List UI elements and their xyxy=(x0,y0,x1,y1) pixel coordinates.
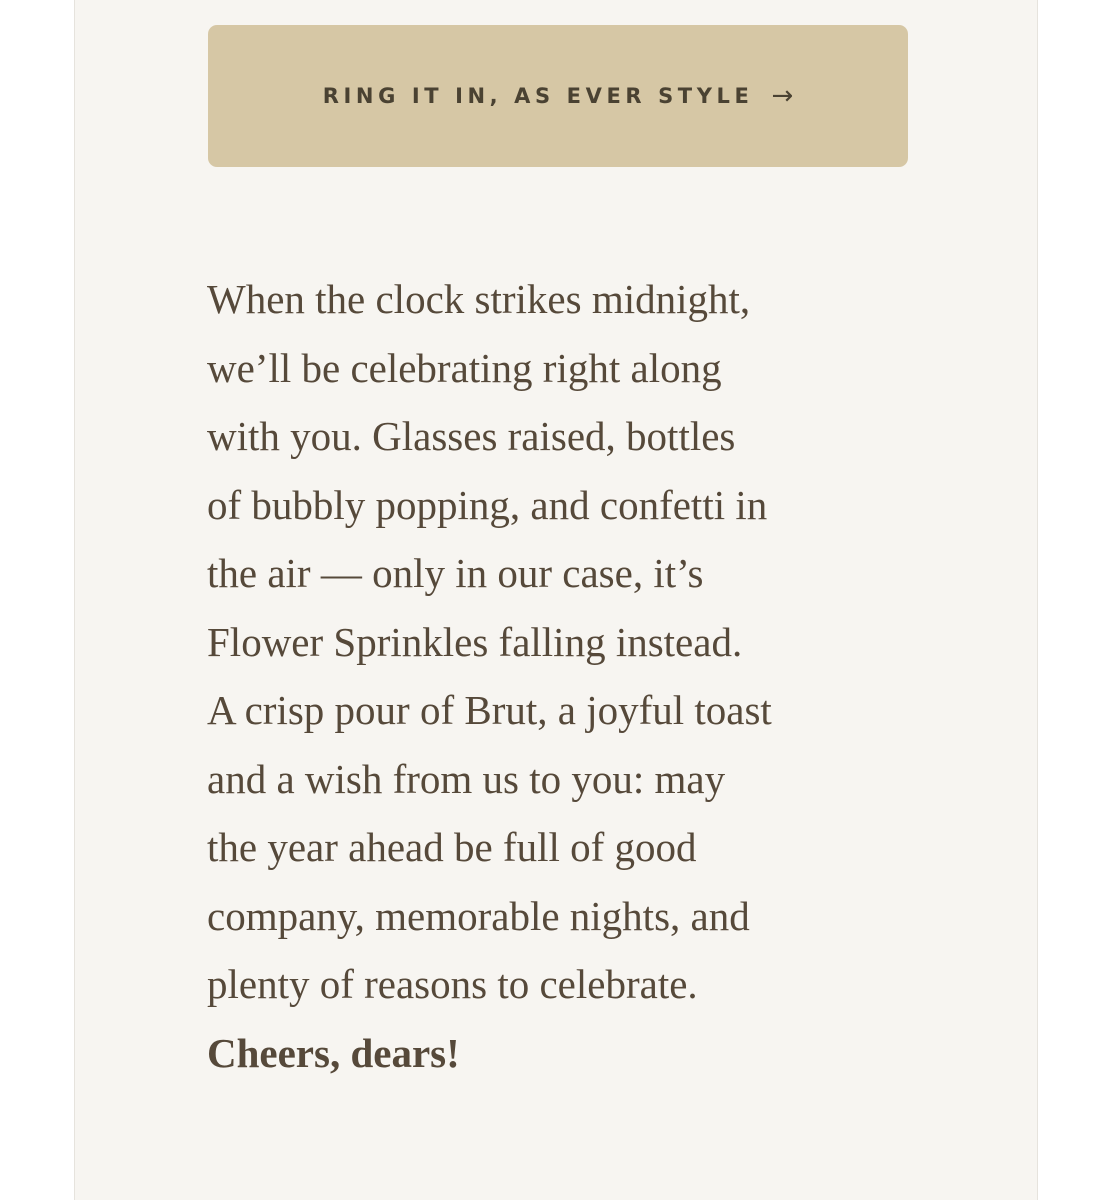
body-line: we’ll be celebrating right along xyxy=(207,344,722,391)
body-line: with you. Glasses raised, bottles xyxy=(207,413,736,459)
body-line: A crisp pour of Brut, a joyful toast xyxy=(207,687,772,733)
body-line: company, memorable nights, and xyxy=(207,892,750,939)
body-line: plenty of reasons to celebrate. xyxy=(207,961,698,1007)
body-line: When the clock strikes midnight, xyxy=(207,276,751,322)
body-line: the year ahead be full of good xyxy=(207,824,697,870)
body-line: of bubbly popping, and confetti in xyxy=(207,481,768,528)
body-paragraph xyxy=(207,265,927,1087)
sign-off-text: Cheers, dears! xyxy=(207,1029,460,1076)
body-line: the air — only in our case, it’s xyxy=(207,550,704,596)
email-content-column xyxy=(74,0,1038,1200)
ring-it-in-button[interactable] xyxy=(208,25,908,167)
arrow-right-icon: → xyxy=(771,81,794,111)
body-line: Flower Sprinkles falling instead. xyxy=(207,618,743,665)
body-line: and a wish from us to you: may xyxy=(207,755,726,802)
cta-button-label: RING IT IN, AS EVER STYLE xyxy=(322,84,754,108)
